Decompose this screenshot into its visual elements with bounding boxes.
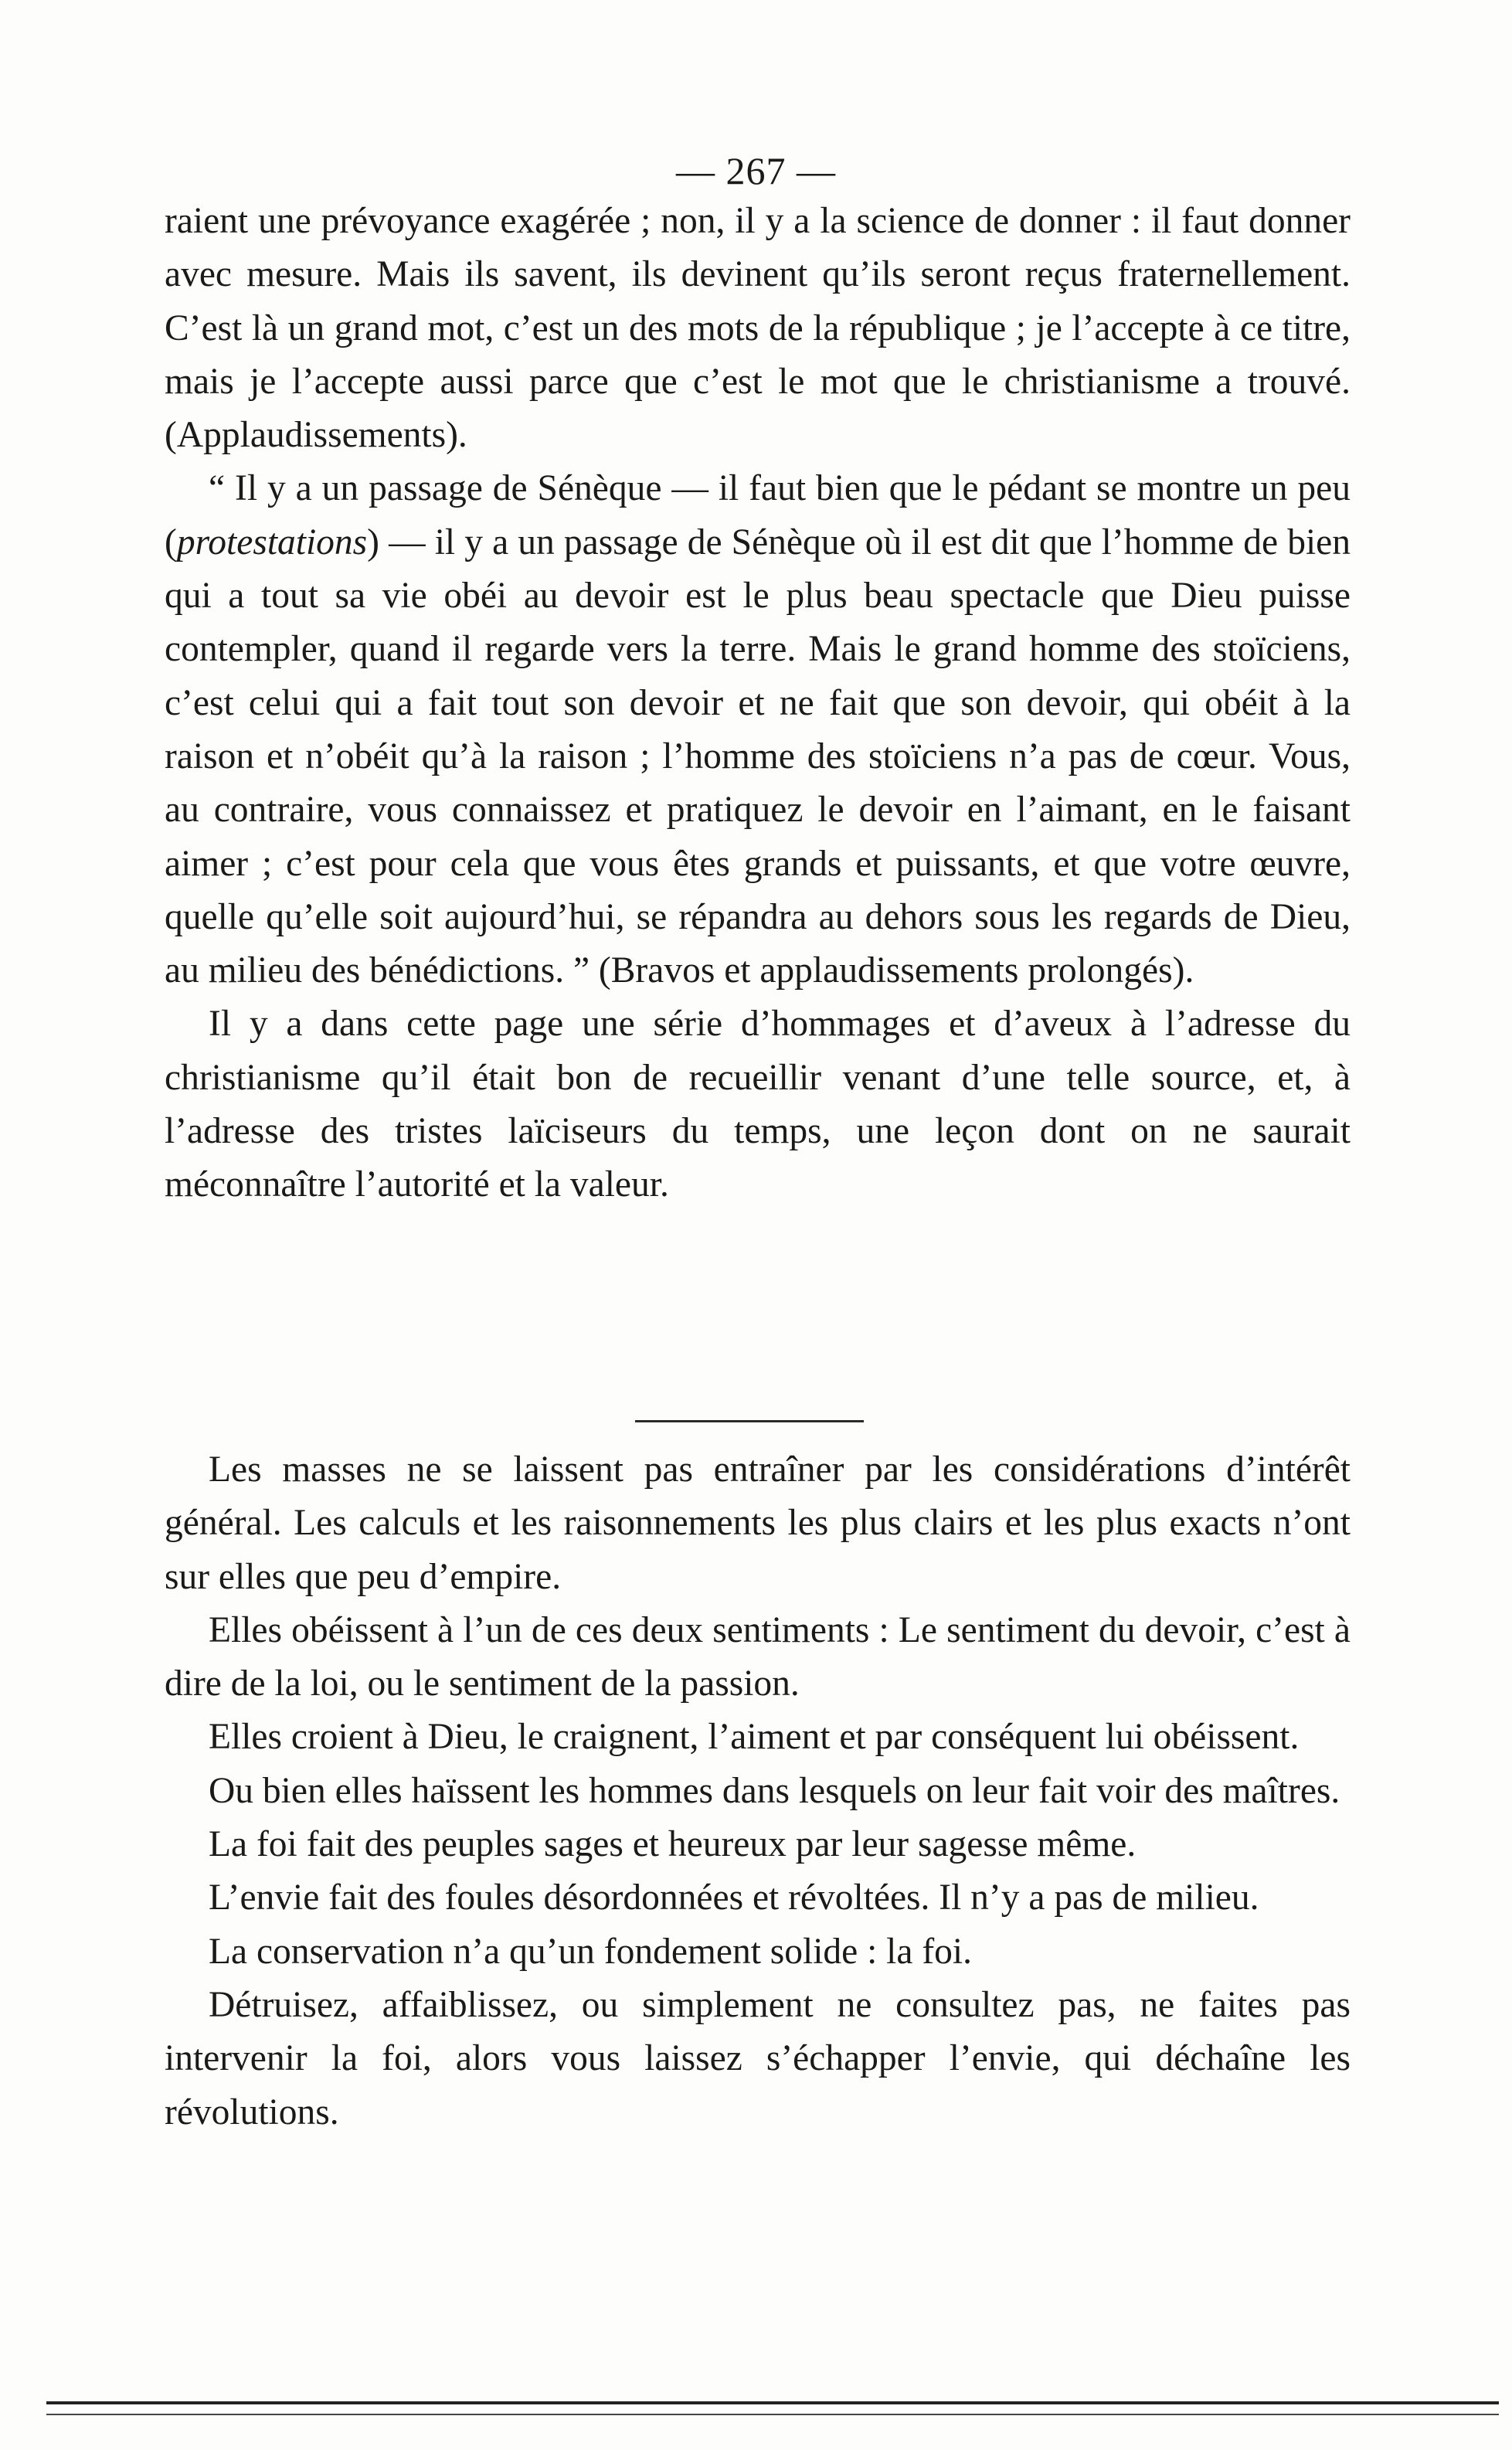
paragraph: Elles obéissent à l’un de ces deux sentiments : Le sentiment du devoir, c’est à dire de la loi, ou le sentiment de la passion.: [165, 1609, 1351, 1704]
paragraph: Détruisez, affaiblissez, ou simplement ne consultez pas, ne faites pas intervenir la foi, alors vous laissez s’échapper l’envie, qui déchaîne les révolutions.: [165, 1984, 1351, 2132]
paragraph: Elles croient à Dieu, le craignent, l’aiment et par conséquent lui obéissent.: [209, 1717, 1300, 1758]
page-number: — 267 —: [676, 149, 836, 192]
page-bottom-rule: [46, 2401, 1499, 2404]
paragraph: L’envie fait des foules désordonnées et révoltées. Il n’y a pas de milieu.: [209, 1877, 1259, 1918]
paragraph: [165, 462, 1351, 997]
paragraph: La foi fait des peuples sages et heureux par leur sagesse même.: [209, 1824, 1137, 1865]
paragraph: [165, 195, 1351, 462]
paragraph-text: ) — il y a un passage de Sénèque où il est dit que l’homme de bien qui a tout sa vie obéi au devoir est le plus beau spectacle que Dieu puisse contempler, quand il regarde vers la terre. Mais le grand homme des stoïciens, c’est celui qui a fait tout son devoir et ne fait que son devoir, qui obéit à la raison et n’obéit qu’à la raison ; l’homme des stoïciens n’a pas de cœur. Vous, au contraire, vous connaissez et pratiquez le devoir en l’aimant, en le faisant aimer ; c’est pour cela que vous êtes grands et puissants, et que votre œuvre, quelle qu’elle soit aujourd’hui, se répandra au dehors sous les regards de Dieu, au milieu des bénédictions. ” (Bravos et applaudissements prolongés).: [165, 522, 1351, 991]
section-separator: [635, 1420, 864, 1422]
italic-aside: protestations: [176, 522, 368, 562]
paragraph: Les masses ne se laissent pas entraîner par les considérations d’intérêt général. Les calculs et les raisonnements les plus clairs et les plus exacts n’ont sur elles que peu d’empire.: [165, 1449, 1351, 1597]
page-bottom-rule: [46, 2414, 1499, 2415]
body-text-section-1: [165, 195, 1351, 1212]
paragraph-text: Il y a dans cette page une série d’hommages et d’aveux à l’adresse du christianisme qu’il était bon de recueillir venant d’une telle source, et, à l’adresse des tristes laïciseurs du temps, une leçon dont on ne saurait méconnaître l’autorité et la valeur.: [165, 1004, 1351, 1205]
paragraph-text: raient une prévoyance exagérée ; non, il y a la science de donner : il faut donner avec mesure. Mais ils savent, ils devinent qu’ils seront reçus fraternellement. C’est là un grand mot, c’est un des mots de la république ; je l’accepte à ce titre, mais je l’accepte aussi parce que c’est le mot que le christianisme a trouvé. (Applaudissements).: [165, 201, 1351, 456]
paragraph: [165, 997, 1351, 1211]
paragraph: La conservation n’a qu’un fondement solide : la foi.: [209, 1931, 972, 1972]
paragraph-text: “ Il y a un passage de Sénèque — il faut bien que le pédant se montre un peu (: [165, 468, 1351, 562]
paragraph: Ou bien elles haïssent les hommes dans lesquels on leur fait voir des maîtres.: [209, 1770, 1340, 1811]
body-text-section-2: [165, 1443, 1351, 2139]
